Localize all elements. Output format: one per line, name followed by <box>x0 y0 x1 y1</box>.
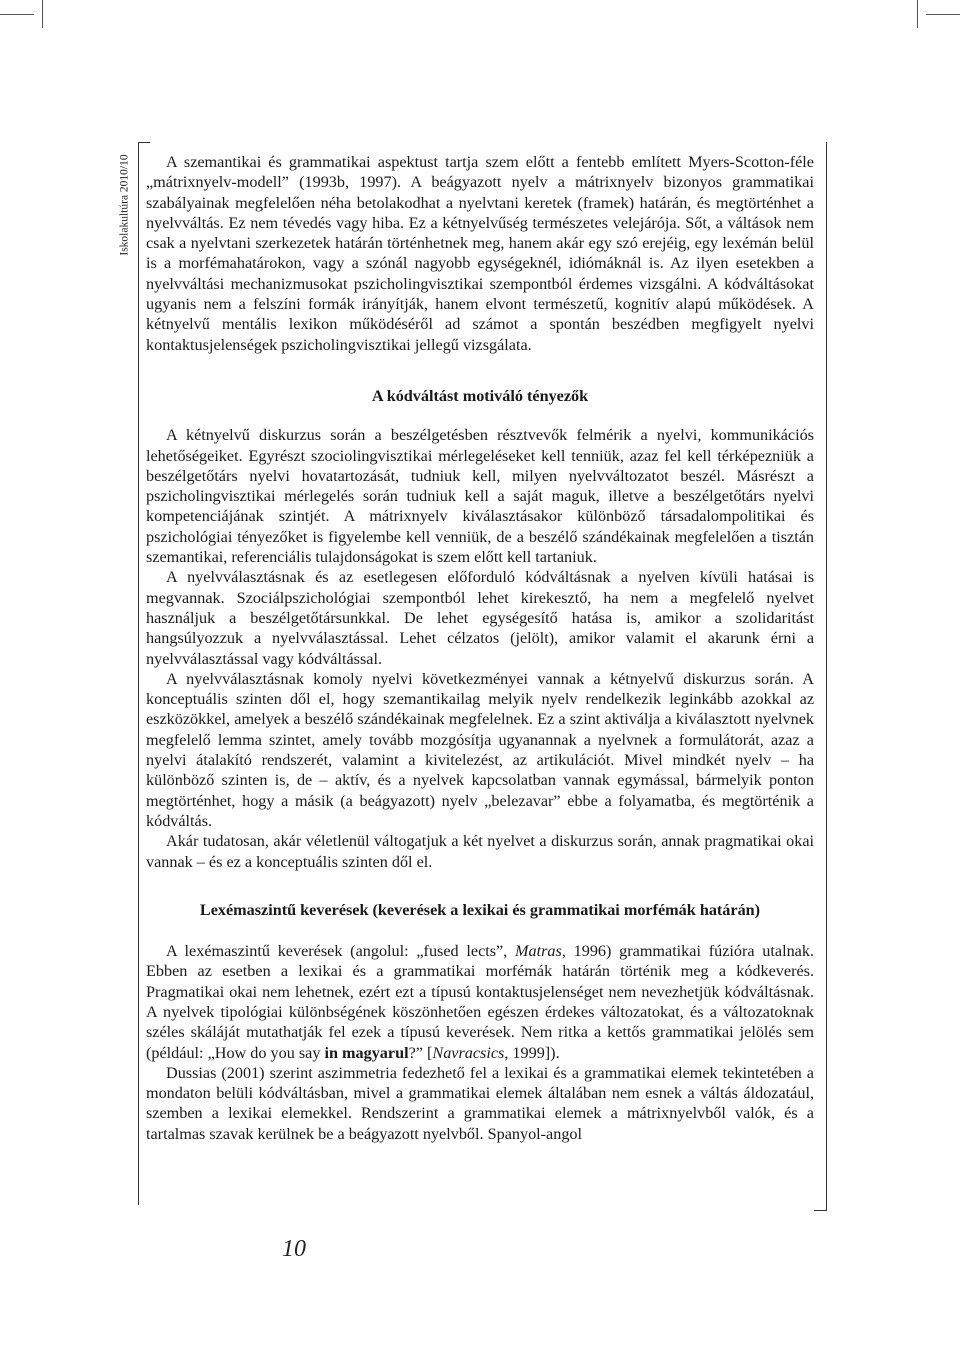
paragraph: A nyelvválasztásnak és az esetlegesen előforduló kódváltásnak a nyelven kívüli hatásai is megvannak. Szociálpszichológiai szempontból lehet kirekesztő, ha nem a megfelelő nyelvet használjuk a beszélgetőtársunkkal. De lehet egységesítő hatása is, amikor a szolidaritást hangsúlyozzuk a nyelvválasztással. Lehet célzatos (jelölt), amikor valamit el akarunk érni a nyelvválasztással vagy kódváltással. <box>146 568 814 668</box>
article-body <box>146 152 814 1144</box>
paragraph: A kétnyelvű diskurzus során a beszélgetésben résztvevők felmérik a nyelvi, kommunikációs lehetőségeiket. Egyrészt szociolingvisztikai mérlegeléseket kell tenniük, azaz fel kell térképezniük a beszélgetőtárs nyelvi hovatartozását, tudniuk kell, milyen nyelvváltozatot beszél. Másrészt a pszicholingvisztikai mérlegelés során tudniuk kell a saját maguk, illetve a beszélgetőtárs nyelvi kompetenciájának szintjét. A mátrixnyelv kiválasztásakor különböző társadalompolitikai és pszichológiai tényezőket is figyelembe kell venniük, de a beszélő szándékainak megfelelően a tisztán szemantikai, referenciális tulajdonságokat is szem előtt kell tartaniuk. <box>146 426 814 567</box>
paragraph: Akár tudatosan, akár véletlenül váltogatjuk a két nyelvet a diskurzus során, annak pragmatikai okai vannak – és ez a konceptuális szinten dől el. <box>146 832 814 871</box>
journal-side-label: Iskolakultúra 2010/10 <box>119 154 131 256</box>
section-heading-motivating-factors: A kódváltást motiváló tényezők <box>371 386 589 405</box>
paragraph: A nyelvválasztásnak komoly nyelvi következményei vannak a kétnyelvű diskurzus során. A konceptuális szinten dől el, hogy szemantikailag melyik nyelv rendelkezik leginkább azokkal az eszközökkel, amelyek a beszélő szándékainak megfelelnek. Ez a szint aktiválja a kiválasztott nyelvnek megfelelő lemma szintet, amely tovább mozgósítja ugyanannak a nyelvnek a formulátorát, azaz a nyelvi átalakító rendszerét, valamint a kivitelezést, az artikulációt. Mivel mindkét nyelv – ha különböző szinten is, de – aktív, és a nyelvek kapcsolatban vannak egymással, bármelyik ponton megtörténhet, hogy a másik (a beágyazott) nyelv „belezavar” ebbe a folyamatba, és megtörténik a kódváltás. <box>146 669 814 830</box>
crop-mark <box>0 14 34 15</box>
crop-mark <box>42 0 43 28</box>
margin-rule-top <box>138 142 150 143</box>
bold-example: in magyarul <box>324 1043 409 1062</box>
margin-rule-vertical <box>138 142 139 1205</box>
section-heading-lexeme-mixing: Lexémaszintű keverések (keverések a lexikai és grammatikai morfémák határán) <box>199 900 761 919</box>
author-name: Matras <box>515 942 562 961</box>
margin-rule-right <box>826 142 827 1210</box>
paragraph: A lexémaszintű keverések (angolul: „fused lects”, Matras, 1996) grammatikai fúzióra utalnak. Ebben az esetben a lexikai és a grammatikai morfémák határán történik meg a kódkeverés. Pragmatikai okai nem lehetnek, ezért ezt a típusú kontaktusjelenséget nem nevezhetjük kódváltásnak. A nyelvek tipológiai különbségének köszönhetően egészen érdekes változatokat, és a változatoknak széles skáláját mutathatják fel ezek a típusú keverések. Nem ritka a kettős grammatikai jelölés sem (például: „How do you say in magyarul?” [Navracsics, 1999]). <box>146 942 815 1062</box>
page-number: 10 <box>282 1236 306 1262</box>
paragraph: Dussias (2001) szerint aszimmetria fedezhető fel a lexikai és a grammatikai elemek tekintetében a mondaton belüli kódváltásban, mivel a grammatikai elemek általában nem esnek a váltás áldozatául, szemben a lexikai elemekkel. Rendszerint a grammatikai elemek a mátrixnyelvből valók, és a tartalmas szavak kerülnek be a beágyazott nyelvből. Spanyol-angol <box>146 1063 814 1143</box>
intro-paragraph: A szemantikai és grammatikai aspektust tartja szem előtt a fentebb említett Myers-Scotton-féle „mátrixnyelv-modell” (1993b, 1997). A beágyazott nyelv a mátrixnyelv bizonyos grammatikai szabályainak megfelelően néha betolakodhat a nyelvtani keretek (framek) határán, és megtörténhet a nyelvváltás. Ez nem tévedés vagy hiba. Ez a kétnyelvűség természetes velejárója. Sőt, a váltások nem csak a nyelvtani szerkezetek határán történhetnek meg, hanem akár egy szó erejéig, egy lexémán belül is a morfémahatárokon, vagy a szónál nagyobb egységeknél, idiómáknál is. Az ilyen esetekben a nyelvváltási mechanizmusokat pszicholingvisztikai szempontból érdemes vizsgálni. A kódváltásokat ugyanis nem a felszíni formák irányítják, hanem elvont természetű, kognitív alapú működések. A kétnyelvű mentális lexikon működéséről ad számot a spontán beszédben megfigyelt nyelvi kontaktusjelenségek pszicholingvisztikai jellegű vizsgálata. <box>146 153 814 354</box>
crop-mark <box>926 14 960 15</box>
author-name: Navracsics <box>432 1043 505 1062</box>
margin-rule-bottom <box>814 1210 827 1211</box>
crop-mark <box>917 0 918 28</box>
